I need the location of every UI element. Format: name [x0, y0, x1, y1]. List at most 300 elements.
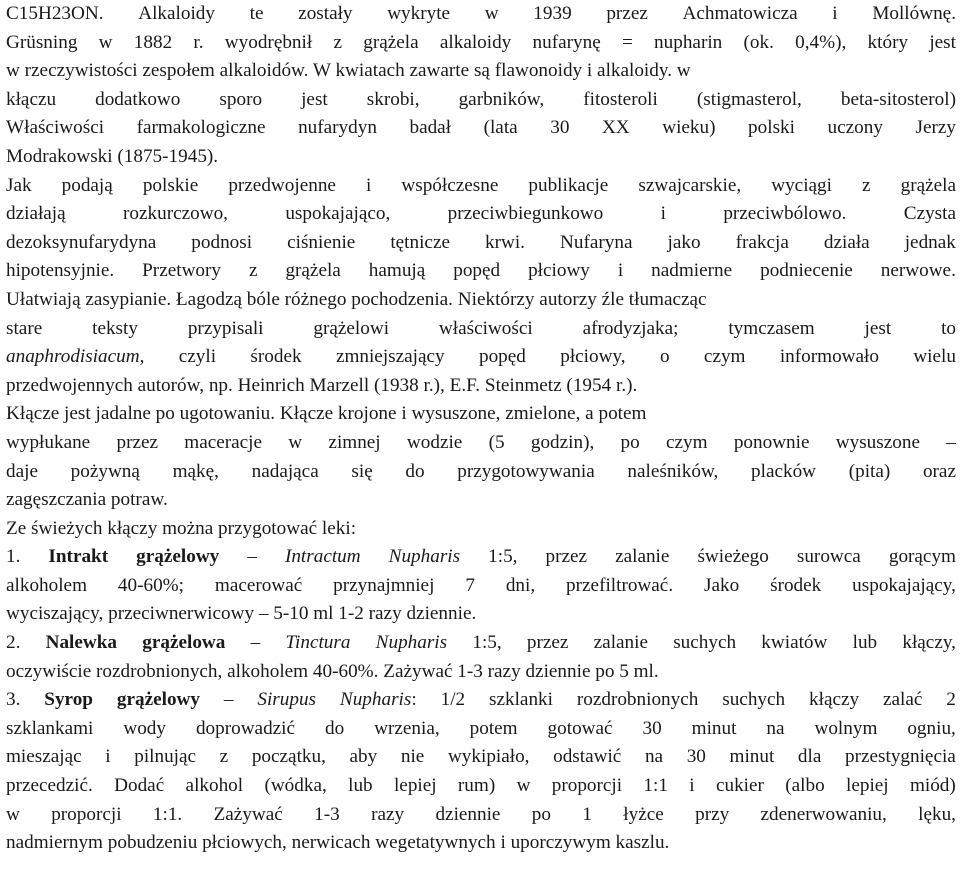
word-part: Nupharis — [375, 632, 448, 654]
word — [407, 429, 462, 458]
word — [6, 257, 114, 286]
word — [606, 0, 648, 29]
word — [6, 629, 20, 658]
word — [336, 343, 445, 372]
word — [751, 458, 816, 487]
word — [594, 629, 648, 658]
word — [666, 429, 708, 458]
word — [257, 686, 316, 715]
word-part: gorącym — [888, 546, 956, 568]
word — [401, 172, 498, 201]
word-part: czym — [665, 431, 708, 453]
word-part: uspokajający, — [852, 574, 956, 596]
word — [907, 715, 956, 744]
word-part: anaphrodisiacum — [6, 346, 140, 368]
word-part: , — [139, 346, 145, 368]
word-part: Zażywać — [213, 803, 283, 825]
word — [697, 86, 802, 115]
word-part: w — [288, 431, 303, 453]
text-line — [6, 686, 956, 715]
word — [314, 801, 340, 830]
word-part: Syrop — [44, 689, 93, 711]
word — [285, 257, 340, 286]
word-part: dodatkowo — [95, 88, 181, 110]
text-line — [6, 743, 956, 772]
word — [376, 629, 447, 658]
word — [136, 543, 219, 572]
word-part: łyżce — [623, 803, 664, 825]
word-part: środek — [770, 574, 822, 596]
word — [95, 86, 180, 115]
word — [923, 458, 956, 487]
word — [371, 801, 404, 830]
word — [643, 772, 668, 801]
word — [548, 715, 613, 744]
word-part: lepiej — [846, 775, 889, 797]
word-part: wielu — [913, 346, 956, 368]
word-part: i — [105, 746, 111, 768]
word-part: po — [531, 803, 551, 825]
word — [138, 0, 215, 29]
word — [51, 801, 121, 830]
word-part: 1. — [6, 546, 21, 568]
word — [214, 801, 283, 830]
word-part: alkoholem — [6, 574, 87, 596]
word-part: alkaloidy — [439, 31, 512, 53]
word-part: to — [941, 317, 956, 339]
word — [845, 743, 956, 772]
word-part: XX — [601, 117, 630, 139]
word-part: publikacje — [528, 174, 609, 196]
word-part: działa — [823, 231, 870, 253]
word-part: jest — [301, 88, 328, 110]
word — [134, 743, 196, 772]
word — [472, 629, 501, 658]
word-part: naleśników, — [627, 460, 719, 482]
word-part: Jako — [704, 574, 740, 596]
word-part: popęd — [453, 260, 501, 282]
text-line — [6, 372, 956, 401]
word-part: dni, — [505, 574, 536, 596]
word — [761, 801, 887, 830]
text-line — [6, 486, 956, 515]
text-run: w rzeczywistości zespołem alkaloidów. W kwiatach zawarte są flawonoidy i alkaloidy. w — [6, 60, 691, 82]
word-part: te — [249, 3, 264, 24]
word-part: wykryte — [387, 3, 451, 24]
word-part: Grüsning — [6, 31, 78, 53]
word — [748, 114, 795, 143]
word-part: wodzie — [406, 431, 463, 453]
word — [528, 172, 608, 201]
word — [6, 572, 87, 601]
word-part: podają — [61, 174, 113, 196]
word-part: nufarydyn — [298, 117, 377, 139]
word — [6, 686, 20, 715]
word — [440, 29, 511, 58]
word — [661, 200, 666, 229]
word — [459, 86, 545, 115]
word-part: grążelowy — [136, 546, 220, 568]
word — [484, 114, 518, 143]
word — [448, 200, 604, 229]
word-part: nupharin — [654, 31, 723, 53]
text-line — [6, 257, 956, 286]
word — [374, 715, 440, 744]
word-part: razy — [371, 803, 405, 825]
word — [220, 743, 229, 772]
word — [44, 686, 93, 715]
word — [744, 29, 774, 58]
word — [488, 543, 517, 572]
word-part: na — [766, 717, 785, 739]
text-run: nadmiernym pobudzeniu płciowych, nerwicach wegetatywnych i uporczywym kaszlu. — [6, 832, 670, 854]
word-part: płciowy, — [560, 346, 626, 368]
word — [6, 429, 90, 458]
word-part: kłączu — [6, 88, 57, 110]
word — [285, 629, 350, 658]
word-part: w — [6, 803, 20, 825]
word-part: i — [617, 260, 624, 282]
word — [369, 257, 425, 286]
word — [448, 743, 530, 772]
word-part: Mollównę. — [872, 3, 956, 24]
word — [118, 572, 184, 601]
word — [627, 458, 718, 487]
text-run: Kłącze jest jadalne po ugotowaniu. Kłącze krojone i wysuszone, zmielone, a potem — [6, 403, 647, 425]
word-part: (albo — [785, 775, 825, 797]
word-part: jest — [929, 31, 956, 53]
word-part: 2 — [946, 689, 956, 711]
word-part: przefiltrować. — [566, 574, 674, 596]
word-part: placków — [751, 460, 817, 482]
word-part: się — [351, 460, 373, 482]
word-part: zostały — [298, 3, 353, 24]
word-part: proporcji — [51, 803, 122, 825]
word-part: macerować — [214, 574, 303, 596]
text-run: wyciszający, przeciwnerwicowy – 5-10 ml 1-2 razy dziennie. — [6, 603, 477, 625]
text-line — [6, 600, 956, 629]
word — [946, 429, 956, 458]
word — [457, 458, 594, 487]
word — [643, 715, 662, 744]
word-part: skrobi, — [366, 88, 420, 110]
word — [660, 343, 670, 372]
word-part: przedwojenne — [228, 174, 336, 196]
word — [6, 229, 156, 258]
word — [766, 715, 784, 744]
word-part: hipotensyjnie. — [6, 260, 115, 282]
word-part: C15H23ON. — [6, 3, 104, 24]
word-part: Jerzy — [915, 117, 956, 139]
word-part: ciśnienie — [287, 231, 356, 253]
word — [728, 315, 814, 344]
word — [771, 172, 832, 201]
word — [287, 229, 355, 258]
word — [785, 772, 824, 801]
text-line — [6, 658, 956, 687]
word — [439, 315, 533, 344]
word — [841, 86, 956, 115]
word-part: przestygnięcia — [845, 746, 956, 768]
text-line — [6, 629, 956, 658]
word-part: z — [862, 174, 871, 196]
word — [6, 543, 20, 572]
word-part: oraz — [922, 460, 956, 482]
word — [780, 343, 879, 372]
text-line — [6, 543, 956, 572]
word — [325, 715, 344, 744]
word — [809, 686, 859, 715]
word-part: ponownie — [733, 431, 810, 453]
word-part: frakcja — [735, 231, 789, 253]
word-part: : — [411, 689, 417, 711]
word — [48, 543, 108, 572]
word — [828, 114, 883, 143]
word — [553, 743, 621, 772]
word — [489, 686, 553, 715]
word-part: Nupharis — [388, 546, 461, 568]
word-part: świeżego — [697, 546, 769, 568]
text-run: oczywiście rozdrobnionych, alkoholem 40-60%. Zażywać 1-3 razy dziennie po 5 ml. — [6, 660, 659, 682]
word-part: maceracje — [184, 431, 263, 453]
word — [252, 743, 326, 772]
text-run: przedwojennych autorów, np. Heinrich Marzell (1938 r.), E.F. Steinmetz (1954 r.). — [6, 374, 638, 396]
word-part: polski — [748, 117, 795, 139]
word-part: lęku, — [918, 803, 956, 825]
word-part: tymczasem — [728, 317, 815, 339]
word-part: r. — [193, 31, 204, 53]
text-line — [6, 572, 956, 601]
word — [186, 772, 244, 801]
word — [618, 257, 623, 286]
word — [285, 200, 390, 229]
word — [114, 772, 164, 801]
word — [465, 572, 475, 601]
word — [532, 801, 551, 830]
word — [852, 572, 956, 601]
word-part: przeciwbólowo. — [723, 203, 847, 225]
word — [761, 629, 827, 658]
word — [849, 458, 891, 487]
word-part: przypisali — [187, 317, 264, 339]
word-part: Czysta — [903, 203, 956, 225]
word — [902, 629, 956, 658]
word-part: – — [946, 431, 956, 453]
word-part: garbników, — [458, 88, 545, 110]
word — [188, 315, 264, 344]
text-line — [6, 772, 956, 801]
word-part: lub — [852, 632, 878, 654]
word-part: suchych — [673, 632, 737, 654]
word-part: wyciągi — [771, 174, 832, 196]
word — [716, 772, 764, 801]
text-line — [6, 114, 956, 143]
word-part: dezoksynufarydyna — [6, 231, 157, 253]
word — [363, 29, 418, 58]
word — [340, 686, 417, 715]
word — [333, 572, 434, 601]
word-part: polskie — [142, 174, 199, 196]
word-part: Nalewka — [45, 632, 118, 654]
word — [224, 686, 234, 715]
word — [6, 200, 66, 229]
word — [506, 572, 535, 601]
word — [946, 686, 956, 715]
word-part: Dodać — [114, 775, 165, 797]
word — [99, 29, 113, 58]
word — [264, 772, 326, 801]
word — [405, 458, 424, 487]
word-part: lub — [348, 775, 373, 797]
text-line — [6, 429, 956, 458]
word-part: i — [365, 174, 372, 196]
word-part: (wódka, — [264, 775, 327, 797]
word-part: podnosi — [191, 231, 253, 253]
word — [904, 200, 956, 229]
word — [366, 172, 371, 201]
word — [137, 114, 266, 143]
word-part: lepiej — [393, 775, 437, 797]
word-part: mieszając — [6, 746, 82, 768]
word — [929, 29, 956, 58]
word — [836, 429, 920, 458]
word-part: potem — [469, 717, 518, 739]
word — [846, 772, 889, 801]
word-part: działają — [6, 203, 66, 225]
word-part: przez — [606, 3, 648, 24]
word — [6, 114, 104, 143]
word-part: Intractum — [284, 546, 361, 568]
word-part: rozkurczowo, — [123, 203, 228, 225]
word — [191, 229, 252, 258]
word-part: na — [644, 746, 664, 768]
word-part: cukier — [715, 775, 764, 797]
word-part: przez — [116, 431, 159, 453]
word — [173, 458, 219, 487]
word — [638, 172, 741, 201]
word-part: czym — [703, 346, 746, 368]
text-line — [6, 57, 956, 86]
word — [651, 257, 732, 286]
word-part: 2. — [6, 632, 21, 654]
text-line — [6, 0, 956, 29]
word-part: wypłukane — [6, 431, 91, 453]
word-part: grążela — [285, 260, 341, 282]
word-part: grążela — [900, 174, 956, 196]
word — [387, 0, 450, 29]
word — [689, 772, 694, 801]
word-part: suchych — [722, 689, 786, 711]
word-part: 1:5, — [488, 546, 518, 568]
word-part: proporcji — [551, 775, 623, 797]
word-part: 1882 — [133, 31, 173, 53]
word — [853, 629, 878, 658]
word — [560, 343, 625, 372]
word — [409, 114, 451, 143]
word-part: 1-3 — [314, 803, 340, 825]
word — [550, 114, 569, 143]
text-line — [6, 200, 956, 229]
word-part: Nupharis — [339, 689, 412, 711]
word-part: ogniu, — [907, 717, 956, 739]
word — [814, 715, 877, 744]
word — [918, 801, 956, 830]
word — [179, 343, 216, 372]
word-part: i — [689, 775, 695, 797]
word — [389, 543, 460, 572]
word — [247, 543, 257, 572]
word-part: kłączy — [809, 689, 860, 711]
word — [760, 257, 853, 286]
word — [225, 29, 312, 58]
word-part: nadająca — [251, 460, 319, 482]
word — [697, 543, 768, 572]
word — [153, 801, 182, 830]
word-part: jako — [667, 231, 701, 253]
word-part: w — [98, 31, 113, 53]
word — [621, 429, 640, 458]
word — [915, 114, 955, 143]
word-part: nerwowe. — [880, 260, 956, 282]
word — [722, 686, 785, 715]
word-part: miód) — [909, 775, 956, 797]
text-line — [6, 515, 956, 544]
word — [219, 86, 262, 115]
text-line — [6, 343, 956, 372]
word-part: 1 — [582, 803, 592, 825]
text-line — [6, 715, 956, 744]
word — [883, 686, 922, 715]
word-part: wykipiało, — [447, 746, 530, 768]
word-part: 1/2 — [440, 689, 466, 711]
word-part: afrodyzjaka; — [582, 317, 679, 339]
word-part: właściwości — [438, 317, 533, 339]
word-part: nie — [400, 746, 425, 768]
word-part: w — [484, 3, 499, 24]
word — [583, 86, 658, 115]
word — [695, 801, 729, 830]
word — [901, 172, 956, 201]
word-part: początku, — [251, 746, 326, 768]
word — [285, 543, 361, 572]
word — [196, 715, 295, 744]
word-part: popęd — [478, 346, 526, 368]
word — [62, 172, 113, 201]
word — [184, 429, 262, 458]
word-part: uczony — [827, 117, 883, 139]
word-part: (pita) — [848, 460, 891, 482]
word-part: szwajcarskie, — [638, 174, 742, 196]
word-part: odstawić — [553, 746, 622, 768]
text-run: zagęszczania potraw. — [6, 489, 168, 511]
word — [6, 343, 144, 372]
word-part: Achmatowicza — [682, 3, 798, 24]
word — [770, 572, 821, 601]
word-part: grążelowa — [142, 632, 226, 654]
word — [328, 429, 380, 458]
word-part: 30 — [550, 117, 570, 139]
text-run: Modrakowski (1875-1945). — [6, 145, 219, 167]
word — [105, 743, 110, 772]
word — [394, 772, 437, 801]
text-line — [6, 29, 956, 58]
word-part: jednak — [904, 231, 956, 253]
word — [252, 458, 319, 487]
word — [251, 629, 261, 658]
word — [941, 315, 956, 344]
word-part: surowca — [796, 546, 861, 568]
word-part: 1939 — [533, 3, 572, 24]
